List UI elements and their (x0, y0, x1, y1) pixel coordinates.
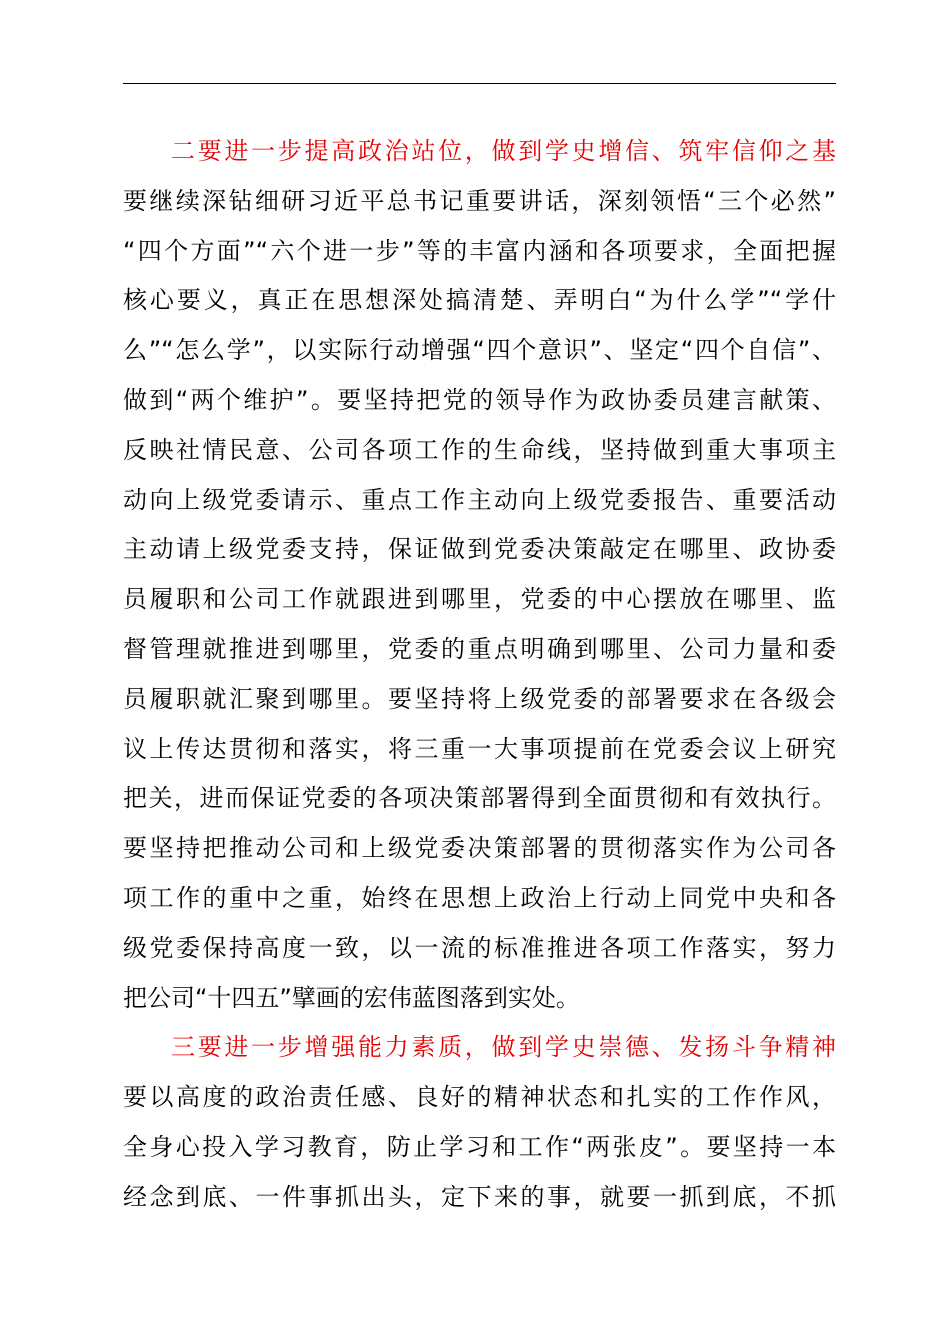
paragraph-line: 员履职和公司工作就跟进到哪里，党委的中心摆放在哪里、监 (123, 585, 836, 614)
paragraph-line: 项工作的重中之重，始终在思想上政治上行动上同党中央和各 (123, 883, 836, 912)
paragraph-line: 经念到底、一件事抓出头，定下来的事，就要一抓到底，不抓 (123, 1182, 836, 1211)
paragraph-line: 把公司“十四五”擘画的宏伟蓝图落到实处。 (123, 983, 580, 1012)
paragraph-line: 主动请上级党委支持，保证做到党委决策敲定在哪里、政协委 (123, 535, 836, 564)
paragraph-line: “四个方面”“六个进一步”等的丰富内涵和各项要求，全面把握 (123, 236, 836, 265)
paragraph-line: 反映社情民意、公司各项工作的生命线，坚持做到重大事项主 (123, 435, 836, 464)
section-heading-3: 三要进一步增强能力素质，做到学史崇德、发扬斗争精神 (171, 1033, 836, 1062)
section-heading-2: 二要进一步提高政治站位，做到学史增信、筑牢信仰之基 (171, 137, 836, 165)
paragraph-line: 级党委保持高度一致，以一流的标准推进各项工作落实，努力 (123, 933, 836, 962)
document-body (123, 127, 836, 1223)
paragraph-line: 把关，进而保证党委的各项决策部署得到全面贯彻和有效执行。 (123, 784, 836, 813)
paragraph-line: 议上传达贯彻和落实，将三重一大事项提前在党委会议上研究 (123, 734, 836, 763)
paragraph-line: 要继续深钻细研习近平总书记重要讲话，深刻领悟“三个必然” (123, 186, 836, 215)
paragraph-line: 核心要义，真正在思想深处搞清楚、弄明白“为什么学”“学什 (123, 286, 836, 315)
paragraph-line: 全身心投入学习教育，防止学习和工作“两张皮”。要坚持一本 (123, 1132, 836, 1161)
paragraph-line: 督管理就推进到哪里，党委的重点明确到哪里、公司力量和委 (123, 634, 836, 663)
paragraph-line: 么”“怎么学”，以实际行动增强“四个意识”、坚定“四个自信”、 (123, 336, 836, 365)
paragraph-line: 要以高度的政治责任感、良好的精神状态和扎实的工作作风， (123, 1083, 836, 1112)
header-rule (123, 83, 836, 84)
paragraph-line: 做到“两个维护”。要坚持把党的领导作为政协委员建言献策、 (123, 385, 836, 414)
paragraph-line: 员履职就汇聚到哪里。要坚持将上级党委的部署要求在各级会 (123, 684, 836, 713)
paragraph-line: 动向上级党委请示、重点工作主动向上级党委报告、重要活动 (123, 485, 836, 514)
paragraph-line: 要坚持把推动公司和上级党委决策部署的贯彻落实作为公司各 (123, 834, 836, 863)
